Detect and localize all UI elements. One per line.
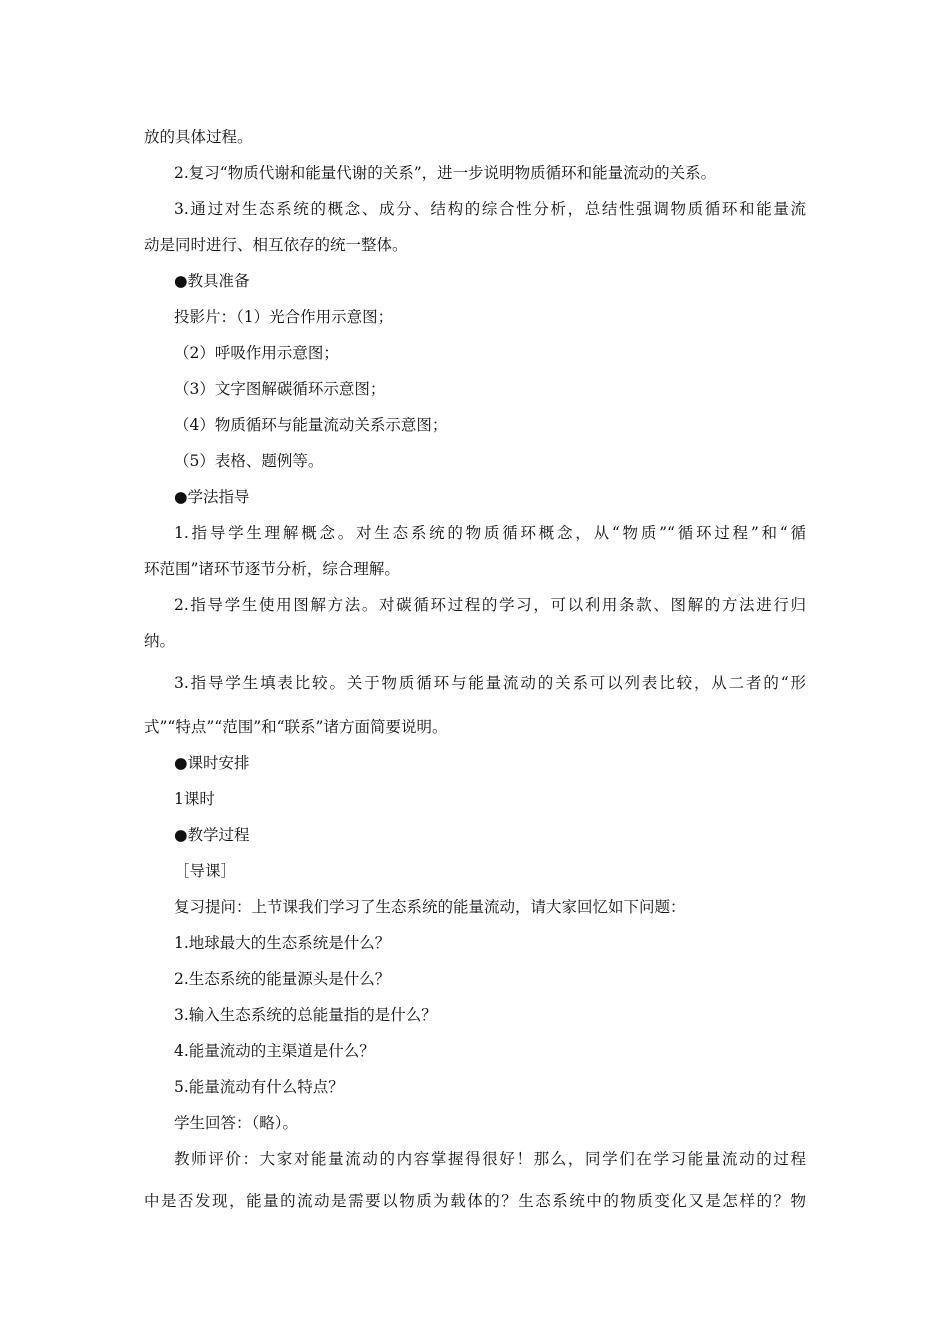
paragraph-line: 动是同时进行、相互依存的统一整体。 <box>144 236 408 254</box>
paragraph-line: 环范围”诸环节逐节分析，综合理解。 <box>144 560 400 578</box>
list-item: 4.能量流动的主渠道是什么？ <box>174 1042 375 1060</box>
list-item: 2.生态系统的能量源头是什么？ <box>174 970 391 988</box>
subsection-heading: ［导课］ <box>174 862 237 880</box>
list-item: （2）呼吸作用示意图； <box>174 344 339 362</box>
paragraph-line: 2.指导学生使用图解方法。对碳循环过程的学习，可以利用条款、图解的方法进行归 <box>174 596 806 614</box>
paragraph-line: 3.指导学生填表比较。关于物质循环与能量流动的关系可以列表比较，从二者的“形 <box>174 674 806 692</box>
paragraph-line: 纳。 <box>144 632 176 650</box>
section-heading: ●教具准备 <box>174 272 250 290</box>
paragraph-line: 2.复习“物质代谢和能量代谢的关系”，进一步说明物质循环和能量流动的关系。 <box>174 164 717 182</box>
paragraph-line: 3.通过对生态系统的概念、成分、结构的综合性分析，总结性强调物质循环和能量流 <box>174 200 806 218</box>
section-heading: ●学法指导 <box>174 488 250 506</box>
list-item: （3）文字图解碳循环示意图； <box>174 380 386 398</box>
paragraph-line: 教师评价：大家对能量流动的内容掌握得很好！那么，同学们在学习能量流动的过程 <box>174 1150 806 1168</box>
list-item: 5.能量流动有什么特点？ <box>174 1078 344 1096</box>
paragraph-line: 复习提问：上节课我们学习了生态系统的能量流动，请大家回忆如下问题： <box>174 898 686 916</box>
paragraph-line: 1.指导学生理解概念。对生态系统的物质循环概念，从“物质”“循环过程”和“循 <box>174 524 806 542</box>
paragraph-line: 式”“特点”“范围”和“联系”诸方面简要说明。 <box>144 718 448 736</box>
section-heading: ●课时安排 <box>174 754 250 772</box>
list-item: 1.地球最大的生态系统是什么？ <box>174 934 391 952</box>
paragraph-line: 中是否发现，能量的流动是需要以物质为载体的？生态系统中的物质变化又是怎样的？物 <box>144 1192 806 1210</box>
list-item: （4）物质循环与能量流动关系示意图； <box>174 416 448 434</box>
list-item: 投影片：（1）光合作用示意图； <box>174 308 394 326</box>
paragraph-line: 1课时 <box>174 790 215 808</box>
list-item: （5）表格、题例等。 <box>174 452 324 470</box>
list-item: 3.输入生态系统的总能量指的是什么？ <box>174 1006 437 1024</box>
section-heading: ●教学过程 <box>174 826 250 844</box>
paragraph-line: 放的具体过程。 <box>144 128 253 146</box>
paragraph-line: 学生回答：（略）。 <box>174 1114 299 1132</box>
